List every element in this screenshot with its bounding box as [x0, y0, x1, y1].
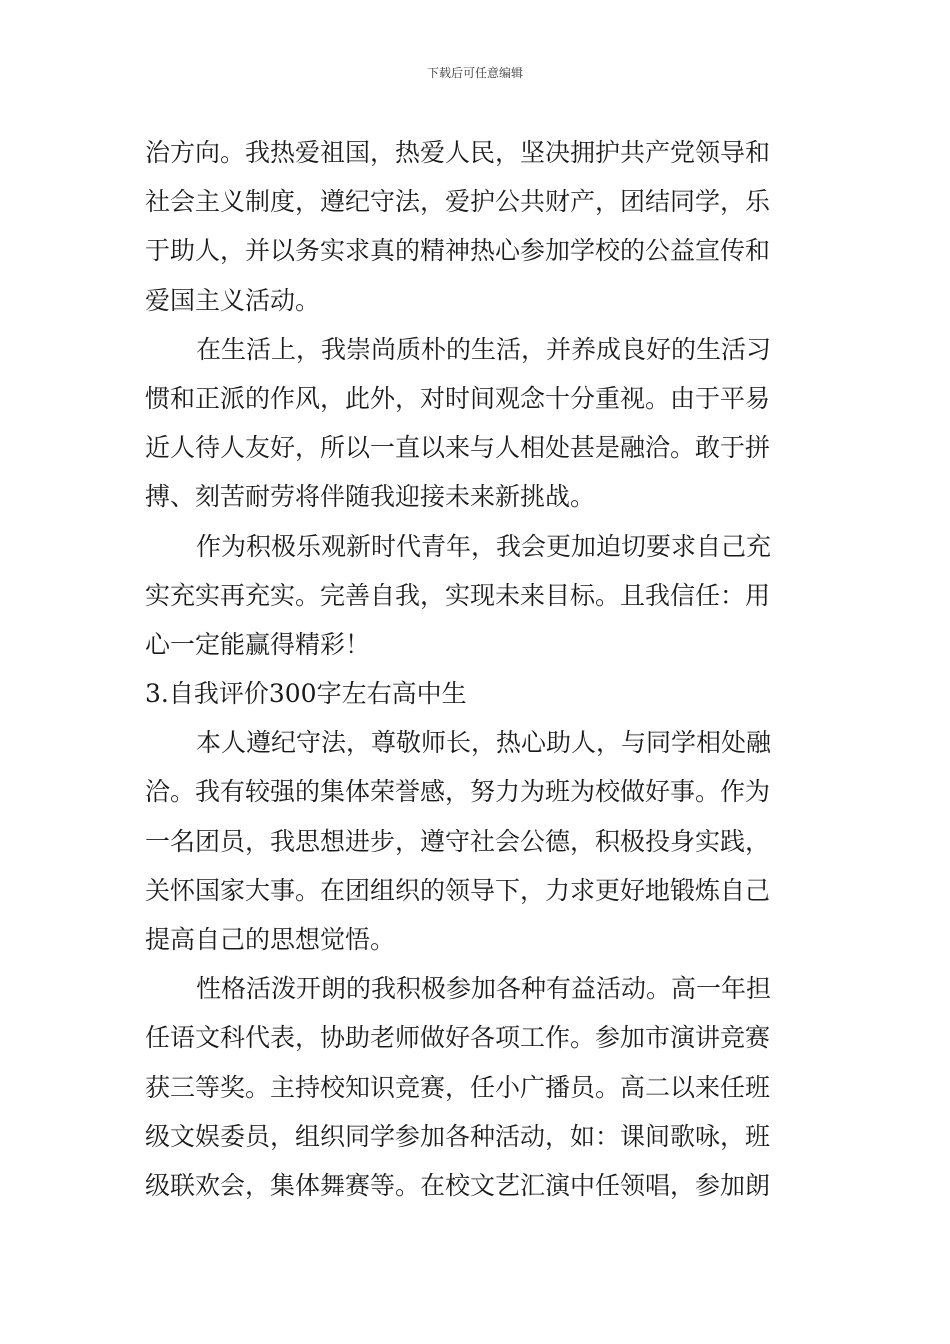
paragraph-first-line: 在生活上，我崇尚质朴的生活，并养成良好的生活习 [196, 334, 772, 364]
paragraph-first-line: 本人遵纪守法，尊敬师长，热心助人，与同学相处融 [196, 728, 772, 758]
text-line: 惯和正派的作风，此外，对时间观念十分重视。由于平易 [145, 383, 771, 413]
text-line: 于助人，并以务实求真的精神热心参加学校的公益宣传和 [145, 236, 771, 266]
text-line: 级联欢会，集体舞赛等。在校文艺汇演中任领唱，参加朗 [145, 1170, 771, 1200]
text-line: 获三等奖。主持校知识竞赛，任小广播员。高二以来任班 [145, 1072, 771, 1102]
text-line: 搏、刻苦耐劳将伴随我迎接未来新挑战。 [145, 482, 596, 512]
text-line: 级文娱委员，组织同学参加各种活动，如：课间歌咏，班 [145, 1121, 771, 1151]
text-line: 心一定能赢得精彩！ [145, 629, 371, 659]
paragraph-first-line: 性格活泼开朗的我积极参加各种有益活动。高一年担 [196, 974, 772, 1004]
text-line: 社会主义制度，遵纪守法，爱护公共财产，团结同学，乐 [145, 187, 771, 217]
page-header: 下载后可任意编辑 [426, 66, 523, 80]
document-body [145, 128, 810, 1210]
text-line: 提高自己的思想觉悟。 [145, 925, 396, 954]
text-line: 近人待人友好，所以一直以来与人相处甚是融洽。敢于拼 [145, 433, 771, 463]
text-line: 实充实再充实。完善自我，实现未来目标。且我信任：用 [145, 580, 771, 610]
paragraph-first-line: 作为积极乐观新时代青年，我会更加迫切要求自己充 [196, 531, 772, 561]
text-line: 任语文科代表，协助老师做好各项工作。参加市演讲竞赛 [145, 1023, 771, 1053]
text-line: 关怀国家大事。在团组织的领导下，力求更好地锻炼自己 [145, 875, 771, 905]
text-line: 治方向。我热爱祖国，热爱人民，坚决拥护共产党领导和 [145, 138, 771, 167]
section-heading: 3.自我评价300字左右高中生 [145, 679, 467, 709]
text-line: 一名团员，我思想进步，遵守社会公德，积极投身实践， [145, 826, 771, 856]
text-line: 爱国主义活动。 [145, 285, 321, 315]
text-line: 洽。我有较强的集体荣誉感，努力为班为校做好事。作为 [145, 777, 771, 807]
